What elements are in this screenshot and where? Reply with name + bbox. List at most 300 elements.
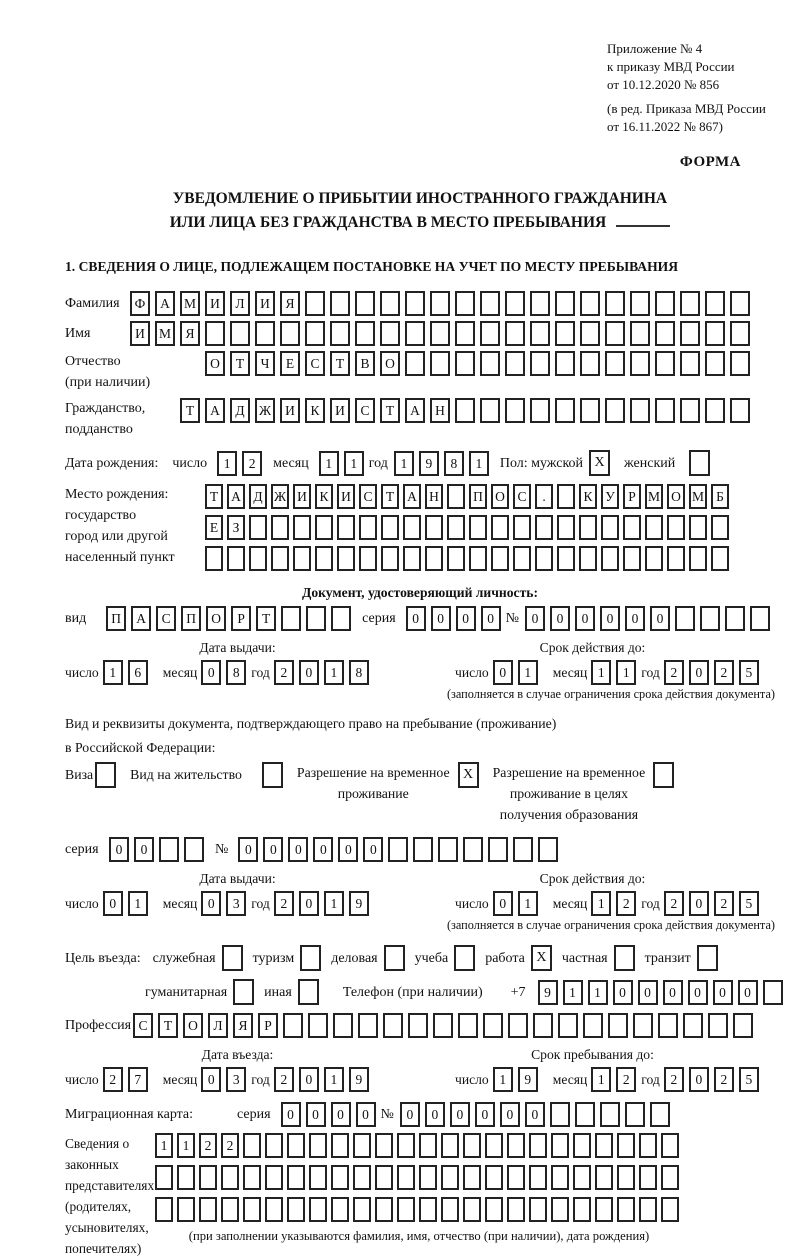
char-cell[interactable] <box>353 1165 371 1190</box>
char-cell[interactable] <box>617 1197 635 1222</box>
char-cell[interactable] <box>381 515 399 540</box>
char-cell[interactable] <box>430 291 450 316</box>
patronymic-cells[interactable] <box>205 351 755 376</box>
char-cell[interactable] <box>583 1013 603 1038</box>
char-cell[interactable] <box>580 321 600 346</box>
char-cell[interactable]: С <box>359 484 377 509</box>
char-cell[interactable]: 0 <box>338 837 358 862</box>
birth-place-row3-cells[interactable] <box>205 546 733 571</box>
citizenship-cells[interactable] <box>180 398 755 423</box>
stay-month-cells[interactable] <box>591 1067 641 1092</box>
char-cell[interactable] <box>505 398 525 423</box>
char-cell[interactable] <box>283 1013 303 1038</box>
char-cell[interactable]: 9 <box>419 451 439 476</box>
char-cell[interactable] <box>433 1013 453 1038</box>
char-cell[interactable]: 1 <box>177 1133 195 1158</box>
char-cell[interactable] <box>265 1197 283 1222</box>
char-cell[interactable] <box>287 1133 305 1158</box>
char-cell[interactable]: Е <box>205 515 223 540</box>
char-cell[interactable] <box>159 837 179 862</box>
char-cell[interactable] <box>405 351 425 376</box>
char-cell[interactable]: 0 <box>575 606 595 631</box>
char-cell[interactable]: Т <box>380 398 400 423</box>
char-cell[interactable] <box>480 291 500 316</box>
char-cell[interactable] <box>675 606 695 631</box>
char-cell[interactable] <box>155 1165 173 1190</box>
char-cell[interactable] <box>485 1133 503 1158</box>
char-cell[interactable] <box>413 837 433 862</box>
char-cell[interactable] <box>249 515 267 540</box>
char-cell[interactable] <box>306 606 326 631</box>
char-cell[interactable]: А <box>205 398 225 423</box>
char-cell[interactable] <box>441 1165 459 1190</box>
char-cell[interactable] <box>488 837 508 862</box>
char-cell[interactable] <box>507 1165 525 1190</box>
purpose-other-checkbox[interactable] <box>298 979 319 1005</box>
char-cell[interactable] <box>305 291 325 316</box>
char-cell[interactable] <box>605 291 625 316</box>
char-cell[interactable] <box>397 1197 415 1222</box>
char-cell[interactable]: Ч <box>255 351 275 376</box>
char-cell[interactable] <box>595 1165 613 1190</box>
char-cell[interactable]: 0 <box>689 891 709 916</box>
char-cell[interactable]: Р <box>231 606 251 631</box>
char-cell[interactable]: 0 <box>525 606 545 631</box>
char-cell[interactable] <box>667 546 685 571</box>
char-cell[interactable]: С <box>355 398 375 423</box>
char-cell[interactable] <box>535 515 553 540</box>
char-cell[interactable]: 0 <box>688 980 708 1005</box>
char-cell[interactable] <box>480 398 500 423</box>
char-cell[interactable] <box>230 321 250 346</box>
char-cell[interactable]: Е <box>280 351 300 376</box>
birth-month-cells[interactable] <box>319 451 369 476</box>
char-cell[interactable]: М <box>645 484 663 509</box>
char-cell[interactable] <box>447 515 465 540</box>
char-cell[interactable] <box>530 321 550 346</box>
char-cell[interactable] <box>380 291 400 316</box>
char-cell[interactable] <box>538 837 558 862</box>
char-cell[interactable]: Т <box>230 351 250 376</box>
char-cell[interactable]: Л <box>208 1013 228 1038</box>
char-cell[interactable] <box>595 1133 613 1158</box>
char-cell[interactable] <box>243 1165 261 1190</box>
birth-year-cells[interactable] <box>394 451 494 476</box>
char-cell[interactable] <box>455 398 475 423</box>
char-cell[interactable] <box>601 515 619 540</box>
representatives-row1-cells[interactable] <box>155 1133 683 1158</box>
char-cell[interactable] <box>177 1197 195 1222</box>
char-cell[interactable] <box>205 546 223 571</box>
purpose-work-checkbox[interactable]: X <box>531 945 552 971</box>
char-cell[interactable] <box>530 291 550 316</box>
char-cell[interactable]: Н <box>425 484 443 509</box>
char-cell[interactable] <box>667 515 685 540</box>
char-cell[interactable]: 0 <box>103 891 123 916</box>
char-cell[interactable]: 0 <box>713 980 733 1005</box>
char-cell[interactable]: 0 <box>134 837 154 862</box>
char-cell[interactable]: Я <box>280 291 300 316</box>
char-cell[interactable] <box>358 1013 378 1038</box>
char-cell[interactable]: 0 <box>525 1102 545 1127</box>
char-cell[interactable] <box>507 1197 525 1222</box>
char-cell[interactable]: 5 <box>739 1067 759 1092</box>
char-cell[interactable] <box>639 1133 657 1158</box>
char-cell[interactable] <box>680 321 700 346</box>
char-cell[interactable]: 0 <box>500 1102 520 1127</box>
char-cell[interactable] <box>533 1013 553 1038</box>
char-cell[interactable] <box>408 1013 428 1038</box>
char-cell[interactable] <box>353 1197 371 1222</box>
char-cell[interactable]: Я <box>233 1013 253 1038</box>
char-cell[interactable] <box>359 546 377 571</box>
char-cell[interactable] <box>281 606 301 631</box>
char-cell[interactable]: 0 <box>406 606 426 631</box>
identity-kind-cells[interactable] <box>106 606 356 631</box>
char-cell[interactable] <box>438 837 458 862</box>
char-cell[interactable] <box>505 351 525 376</box>
char-cell[interactable]: 2 <box>664 891 684 916</box>
char-cell[interactable]: И <box>337 484 355 509</box>
char-cell[interactable] <box>463 1133 481 1158</box>
char-cell[interactable]: Ж <box>255 398 275 423</box>
char-cell[interactable]: 1 <box>591 1067 611 1092</box>
char-cell[interactable] <box>655 351 675 376</box>
char-cell[interactable]: 1 <box>324 891 344 916</box>
char-cell[interactable]: Р <box>258 1013 278 1038</box>
char-cell[interactable] <box>405 291 425 316</box>
char-cell[interactable] <box>505 291 525 316</box>
char-cell[interactable]: А <box>403 484 421 509</box>
char-cell[interactable] <box>730 351 750 376</box>
char-cell[interactable] <box>419 1197 437 1222</box>
char-cell[interactable]: 0 <box>431 606 451 631</box>
char-cell[interactable] <box>355 321 375 346</box>
char-cell[interactable]: 0 <box>299 660 319 685</box>
char-cell[interactable]: 1 <box>563 980 583 1005</box>
char-cell[interactable]: Т <box>330 351 350 376</box>
char-cell[interactable] <box>331 606 351 631</box>
visa-checkbox[interactable] <box>95 762 116 788</box>
char-cell[interactable] <box>730 291 750 316</box>
char-cell[interactable] <box>507 1133 525 1158</box>
char-cell[interactable]: 7 <box>128 1067 148 1092</box>
char-cell[interactable] <box>315 546 333 571</box>
char-cell[interactable]: О <box>380 351 400 376</box>
char-cell[interactable]: И <box>293 484 311 509</box>
char-cell[interactable]: С <box>156 606 176 631</box>
vnj-checkbox[interactable] <box>262 762 283 788</box>
char-cell[interactable]: 2 <box>616 891 636 916</box>
char-cell[interactable] <box>447 484 465 509</box>
char-cell[interactable] <box>403 546 421 571</box>
char-cell[interactable] <box>623 546 641 571</box>
char-cell[interactable] <box>243 1133 261 1158</box>
char-cell[interactable] <box>645 515 663 540</box>
char-cell[interactable] <box>639 1165 657 1190</box>
char-cell[interactable]: К <box>305 398 325 423</box>
char-cell[interactable] <box>600 1102 620 1127</box>
char-cell[interactable] <box>491 515 509 540</box>
char-cell[interactable]: 1 <box>518 660 538 685</box>
char-cell[interactable] <box>661 1197 679 1222</box>
char-cell[interactable]: К <box>579 484 597 509</box>
char-cell[interactable]: В <box>355 351 375 376</box>
char-cell[interactable]: О <box>667 484 685 509</box>
identity-expiry-month-cells[interactable] <box>591 660 641 685</box>
char-cell[interactable]: 0 <box>475 1102 495 1127</box>
char-cell[interactable]: 0 <box>650 606 670 631</box>
char-cell[interactable]: 8 <box>444 451 464 476</box>
char-cell[interactable]: Н <box>430 398 450 423</box>
char-cell[interactable] <box>419 1133 437 1158</box>
char-cell[interactable] <box>505 321 525 346</box>
char-cell[interactable]: 1 <box>394 451 414 476</box>
char-cell[interactable]: 0 <box>493 660 513 685</box>
char-cell[interactable] <box>630 321 650 346</box>
char-cell[interactable] <box>380 321 400 346</box>
char-cell[interactable] <box>551 1133 569 1158</box>
char-cell[interactable] <box>680 351 700 376</box>
entry-year-cells[interactable] <box>274 1067 374 1092</box>
char-cell[interactable]: О <box>491 484 509 509</box>
profession-cells[interactable] <box>133 1013 758 1038</box>
char-cell[interactable] <box>555 291 575 316</box>
permit-expiry-year-cells[interactable] <box>664 891 764 916</box>
char-cell[interactable]: 1 <box>588 980 608 1005</box>
char-cell[interactable] <box>575 1102 595 1127</box>
char-cell[interactable] <box>529 1133 547 1158</box>
char-cell[interactable] <box>425 546 443 571</box>
char-cell[interactable]: 8 <box>226 660 246 685</box>
char-cell[interactable] <box>265 1133 283 1158</box>
purpose-official-checkbox[interactable] <box>222 945 243 971</box>
char-cell[interactable] <box>579 515 597 540</box>
char-cell[interactable]: 0 <box>600 606 620 631</box>
char-cell[interactable]: З <box>227 515 245 540</box>
entry-month-cells[interactable] <box>201 1067 251 1092</box>
firstname-cells[interactable] <box>130 321 755 346</box>
char-cell[interactable] <box>711 546 729 571</box>
char-cell[interactable] <box>750 606 770 631</box>
identity-expiry-day-cells[interactable] <box>493 660 543 685</box>
permit-issue-day-cells[interactable] <box>103 891 153 916</box>
char-cell[interactable]: О <box>183 1013 203 1038</box>
char-cell[interactable] <box>469 515 487 540</box>
char-cell[interactable]: 0 <box>331 1102 351 1127</box>
char-cell[interactable]: 0 <box>201 891 221 916</box>
char-cell[interactable]: 2 <box>242 451 262 476</box>
char-cell[interactable] <box>309 1133 327 1158</box>
char-cell[interactable] <box>483 1013 503 1038</box>
char-cell[interactable]: С <box>305 351 325 376</box>
char-cell[interactable]: 0 <box>288 837 308 862</box>
char-cell[interactable] <box>580 351 600 376</box>
char-cell[interactable] <box>480 321 500 346</box>
char-cell[interactable]: 0 <box>263 837 283 862</box>
char-cell[interactable] <box>661 1133 679 1158</box>
char-cell[interactable] <box>458 1013 478 1038</box>
char-cell[interactable]: П <box>181 606 201 631</box>
char-cell[interactable] <box>508 1013 528 1038</box>
char-cell[interactable]: Р <box>623 484 641 509</box>
char-cell[interactable] <box>397 1165 415 1190</box>
char-cell[interactable]: Т <box>180 398 200 423</box>
purpose-study-checkbox[interactable] <box>454 945 475 971</box>
char-cell[interactable] <box>355 291 375 316</box>
rvp-edu-checkbox[interactable] <box>653 762 674 788</box>
char-cell[interactable]: Ф <box>130 291 150 316</box>
char-cell[interactable] <box>617 1165 635 1190</box>
char-cell[interactable]: Т <box>158 1013 178 1038</box>
char-cell[interactable] <box>441 1197 459 1222</box>
char-cell[interactable] <box>383 1013 403 1038</box>
char-cell[interactable] <box>530 351 550 376</box>
char-cell[interactable] <box>485 1165 503 1190</box>
char-cell[interactable] <box>177 1165 195 1190</box>
char-cell[interactable] <box>221 1165 239 1190</box>
char-cell[interactable]: И <box>255 291 275 316</box>
char-cell[interactable] <box>558 1013 578 1038</box>
char-cell[interactable] <box>661 1165 679 1190</box>
purpose-tourism-checkbox[interactable] <box>300 945 321 971</box>
char-cell[interactable] <box>630 291 650 316</box>
char-cell[interactable]: 0 <box>299 891 319 916</box>
char-cell[interactable] <box>425 515 443 540</box>
char-cell[interactable] <box>658 1013 678 1038</box>
identity-issue-month-cells[interactable] <box>201 660 251 685</box>
char-cell[interactable]: П <box>106 606 126 631</box>
char-cell[interactable] <box>337 515 355 540</box>
char-cell[interactable] <box>375 1133 393 1158</box>
char-cell[interactable] <box>730 398 750 423</box>
char-cell[interactable] <box>689 515 707 540</box>
char-cell[interactable]: М <box>180 291 200 316</box>
char-cell[interactable]: 0 <box>456 606 476 631</box>
char-cell[interactable]: Б <box>711 484 729 509</box>
char-cell[interactable]: 1 <box>128 891 148 916</box>
char-cell[interactable] <box>655 398 675 423</box>
char-cell[interactable]: 0 <box>625 606 645 631</box>
char-cell[interactable]: 9 <box>538 980 558 1005</box>
char-cell[interactable] <box>155 1197 173 1222</box>
char-cell[interactable]: 2 <box>664 1067 684 1092</box>
char-cell[interactable] <box>405 321 425 346</box>
rvp-checkbox[interactable]: X <box>458 762 479 788</box>
char-cell[interactable] <box>331 1133 349 1158</box>
char-cell[interactable] <box>555 351 575 376</box>
char-cell[interactable]: 8 <box>349 660 369 685</box>
char-cell[interactable]: Ж <box>271 484 289 509</box>
birth-place-row2-cells[interactable] <box>205 515 733 540</box>
purpose-private-checkbox[interactable] <box>614 945 635 971</box>
char-cell[interactable] <box>580 398 600 423</box>
char-cell[interactable] <box>455 291 475 316</box>
char-cell[interactable] <box>184 837 204 862</box>
char-cell[interactable] <box>625 1102 645 1127</box>
char-cell[interactable] <box>579 546 597 571</box>
char-cell[interactable] <box>763 980 783 1005</box>
birth-day-cells[interactable] <box>217 451 267 476</box>
char-cell[interactable] <box>551 1197 569 1222</box>
char-cell[interactable]: И <box>280 398 300 423</box>
char-cell[interactable] <box>645 546 663 571</box>
char-cell[interactable]: А <box>155 291 175 316</box>
char-cell[interactable]: К <box>315 484 333 509</box>
char-cell[interactable] <box>513 546 531 571</box>
char-cell[interactable] <box>680 398 700 423</box>
char-cell[interactable]: 1 <box>591 891 611 916</box>
char-cell[interactable] <box>529 1197 547 1222</box>
migration-number-cells[interactable] <box>400 1102 675 1127</box>
char-cell[interactable]: 0 <box>738 980 758 1005</box>
char-cell[interactable] <box>557 515 575 540</box>
char-cell[interactable] <box>199 1165 217 1190</box>
char-cell[interactable]: 9 <box>349 1067 369 1092</box>
char-cell[interactable]: 0 <box>356 1102 376 1127</box>
migration-series-cells[interactable] <box>281 1102 381 1127</box>
surname-cells[interactable] <box>130 291 755 316</box>
char-cell[interactable] <box>205 321 225 346</box>
char-cell[interactable] <box>623 515 641 540</box>
char-cell[interactable]: 2 <box>714 1067 734 1092</box>
char-cell[interactable] <box>287 1165 305 1190</box>
stay-year-cells[interactable] <box>664 1067 764 1092</box>
char-cell[interactable] <box>480 351 500 376</box>
char-cell[interactable]: А <box>131 606 151 631</box>
char-cell[interactable]: Т <box>381 484 399 509</box>
char-cell[interactable] <box>293 546 311 571</box>
char-cell[interactable]: 0 <box>201 660 221 685</box>
char-cell[interactable] <box>551 1165 569 1190</box>
char-cell[interactable]: 5 <box>739 660 759 685</box>
char-cell[interactable] <box>308 1013 328 1038</box>
permit-issue-month-cells[interactable] <box>201 891 251 916</box>
char-cell[interactable] <box>630 351 650 376</box>
char-cell[interactable]: 0 <box>306 1102 326 1127</box>
char-cell[interactable]: М <box>689 484 707 509</box>
char-cell[interactable] <box>605 321 625 346</box>
identity-expiry-year-cells[interactable] <box>664 660 764 685</box>
char-cell[interactable] <box>375 1165 393 1190</box>
char-cell[interactable] <box>333 1013 353 1038</box>
char-cell[interactable] <box>381 546 399 571</box>
char-cell[interactable]: 2 <box>274 1067 294 1092</box>
char-cell[interactable]: 0 <box>299 1067 319 1092</box>
purpose-transit-checkbox[interactable] <box>697 945 718 971</box>
char-cell[interactable] <box>249 546 267 571</box>
sex-male-checkbox[interactable]: X <box>589 450 610 476</box>
char-cell[interactable] <box>491 546 509 571</box>
char-cell[interactable] <box>199 1197 217 1222</box>
char-cell[interactable]: 2 <box>616 1067 636 1092</box>
representatives-row2-cells[interactable] <box>155 1165 683 1190</box>
char-cell[interactable]: 2 <box>714 891 734 916</box>
char-cell[interactable] <box>529 1165 547 1190</box>
char-cell[interactable] <box>397 1133 415 1158</box>
char-cell[interactable] <box>287 1197 305 1222</box>
char-cell[interactable]: 0 <box>481 606 501 631</box>
char-cell[interactable]: П <box>469 484 487 509</box>
char-cell[interactable]: И <box>130 321 150 346</box>
char-cell[interactable] <box>573 1133 591 1158</box>
char-cell[interactable] <box>463 1197 481 1222</box>
char-cell[interactable]: 1 <box>103 660 123 685</box>
char-cell[interactable] <box>243 1197 261 1222</box>
char-cell[interactable]: 2 <box>103 1067 123 1092</box>
char-cell[interactable] <box>309 1197 327 1222</box>
char-cell[interactable]: 1 <box>319 451 339 476</box>
